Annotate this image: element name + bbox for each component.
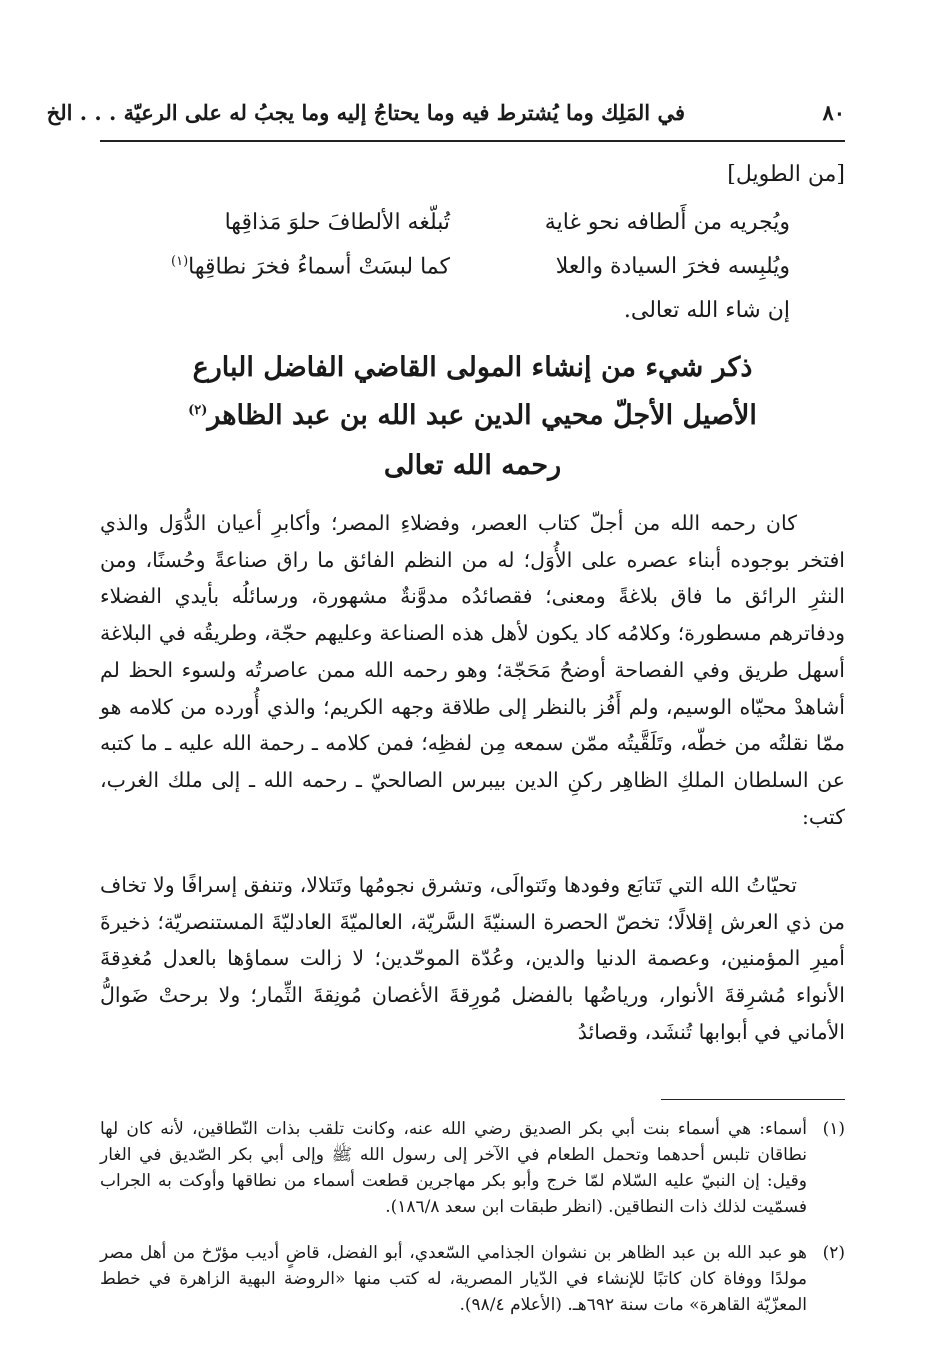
verse-1-second-hemistich: تُبلّغه الألطافَ حلوَ مَذاقِها — [224, 210, 450, 235]
body-paragraph-1-text: كان رحمه الله من أجلّ كتاب العصر، وفضلاءِ المصر؛ وأكابرِ أعيان الدُّوَل والذي افتخر بوجوده أبناء عصره على الأُوَل؛ له من النظم الفائق ما راق صناعةً وحُسنًا، ومن النثرِ الرائق ما فاق بلاغةً ومعنى؛ فقصائدُه مدوَّنةٌ مشهورة، ورسائلُه بأيدي الفضلاء ودفاترهم مسطورة؛ وكلامُه كاد يكون لأهل هذه الصناعة وعليهم حجّة، وطريقُه في البلاغة أسهل طريق وفي الفصاحة أوضحُ مَحَجّة؛ وهو رحمه الله ممن عاصرتُه ولسوء الحظ لم أشاهدْ محيّاه الوسيم، ولم أَفُز بالنظر إلى طلاقة وجهه الكريم؛ والذي أُورده من كلامه هو ممّا نقلتُه من خطّه، وتَلَقَّيتُه ممّن سمعه مِن لفظِه؛ فمن كلامه ـ رحمة الله عليه ـ ما كتبه عن السلطان الملكِ الظاهِر ركنِ الدين بيبرس الصالحيّ ـ رحمه الله ـ إلى ملك الغرب، كتب: — [100, 511, 845, 829]
footnote-1-number: (١) — [822, 1119, 845, 1139]
section-heading-line-2 — [100, 400, 845, 431]
body-paragraph-2 — [100, 867, 845, 1051]
section-heading-line-2-text: الأصيل الأجلّ محيي الدين عبد الله بن عبد الظاهر — [207, 400, 757, 431]
footnote-2 — [100, 1240, 845, 1318]
page-number: ٨٠ — [822, 100, 845, 125]
footnote-ref-1: (١) — [171, 254, 189, 269]
verse-1-first-hemistich: ويُجريه من أَلطافه نحو غاية — [544, 210, 790, 235]
footnote-1-text: أسماء: هي أسماء بنت أبي بكر الصديق رضي الله عنه، وكانت تلقب بذات النّطاقين، لأنه كان لها نطاقان تلبس أحدهما وتحمل الطعام في الآخر إلى رسول الله ﷺ وإلى أبي بكر الصّديق في الغار وقيل: إن النبيّ عليه السّلام لمّا خرج وأبو بكر مهاجرين قطعت أسماء من نطاقها وأوكت به الجراب فسمّيت لذلك ذات النطاقين. (انظر طبقات ابن سعد ١٨٦/٨). — [100, 1119, 807, 1217]
verse-2-second-text: كما لبسَتْ أسماءُ فخرَ نطاقِها — [188, 254, 450, 280]
footnote-2-text: هو عبد الله بن عبد الظاهر بن نشوان الجذامي السّعدي، أبو الفضل، قاضٍ أديب مؤرّخ من أهل مصر مولدًا ووفاة كان كاتبًا للإنشاء في الدّيار المصرية، له كتب منها «الروضة البهية الزاهرة في خطط المعزّيّة القاهرة» مات سنة ٦٩٢هـ. (الأعلام ٩٨/٤). — [100, 1243, 807, 1315]
header-rule — [100, 140, 845, 142]
footnote-ref-2: (٢) — [188, 403, 208, 418]
section-heading-line-3: رحمه الله تعالى — [383, 450, 562, 481]
body-paragraph-2-text: تحيّاتُ الله التي تَتابَع وفودها وتَتوالَى، وتشرق نجومُها وتَتلالا، وتنفق إسرافًا ولا تخاف من ذي العرش إقلالًا؛ تخصّ الحصرة السنيّةَ السَّريّة، العالميّةَ العادليّةَ المستنصريّة؛ ذخيرةَ أميرِ المؤمنين، وعصمة الدنيا والدين، وعُدّة الموحّدين؛ لا زالت سماؤها بالعدل مُغدِقةَ الأنواء مُشرِقةَ الأنوار، ورياضُها بالفضل مُورِقةَ الأغصان مُونِقةَ الثِّمار؛ ولا برحتْ ضَوالُّ الأماني في أبوابها تُنشَد، وقصائدُ — [100, 873, 845, 1044]
poem-meter: [من الطويل] — [727, 162, 845, 187]
running-title: في المَلِك وما يُشترط فيه وما يحتاجُ إليه وما يجبُ له على الرعيّة . . . الخ — [46, 100, 685, 125]
verse-2-second-hemistich — [171, 254, 450, 279]
section-heading-line-1: ذكر شيء من إنشاء المولى القاضي الفاضل البارع — [192, 352, 753, 383]
footnote-rule — [661, 1099, 845, 1100]
verse-2-first-hemistich: ويُلبِسه فخرَ السيادة والعلا — [555, 254, 790, 279]
poem-closing: إن شاء الله تعالى. — [623, 298, 790, 323]
footnote-1 — [100, 1116, 845, 1220]
footnote-2-number: (٢) — [822, 1243, 845, 1263]
page-header — [46, 100, 845, 136]
body-paragraph-1 — [100, 505, 845, 835]
